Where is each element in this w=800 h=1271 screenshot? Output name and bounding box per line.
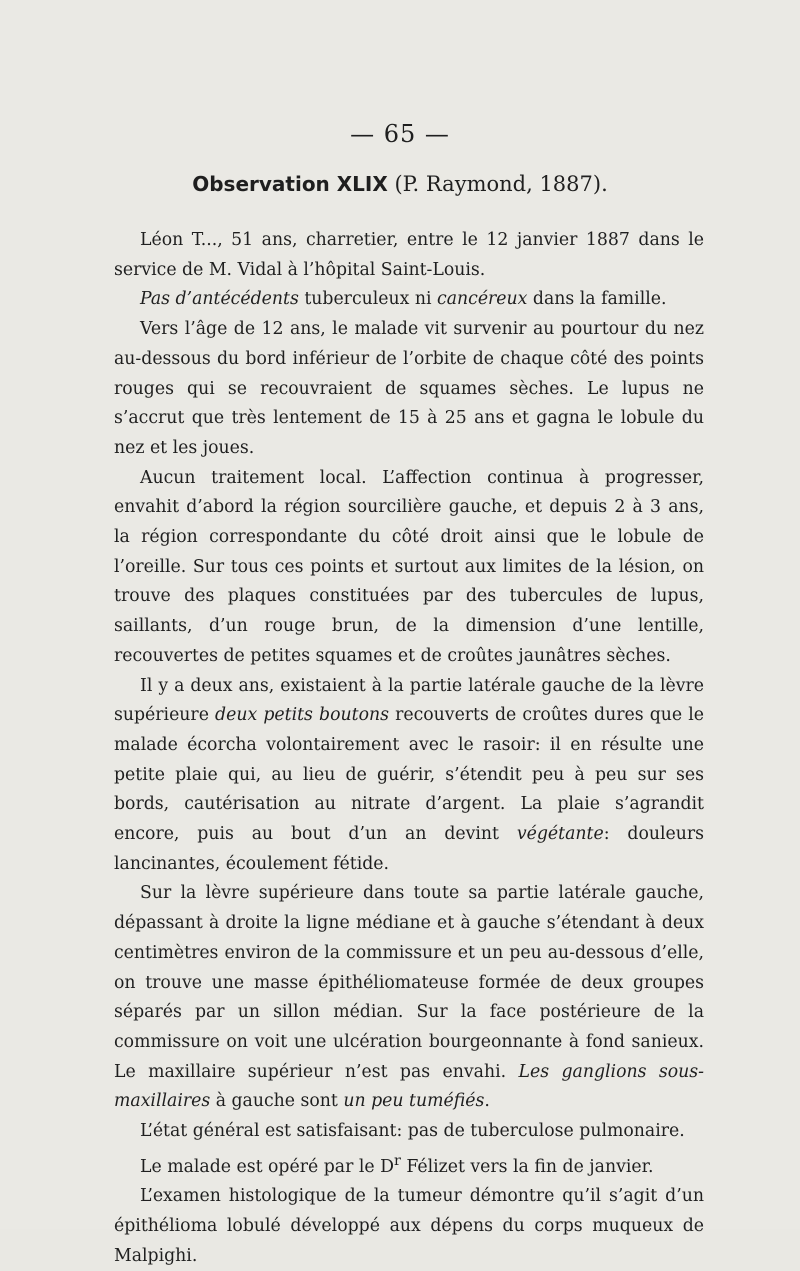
- paragraph-operation: [114, 1147, 704, 1182]
- paragraph-text: Il y a deux ans, existaient à la partie latérale gauche de la lèvre supérieure: [114, 675, 704, 726]
- paragraph-family-history: [114, 285, 704, 315]
- italic-text: cancéreux: [437, 289, 528, 310]
- paragraph-text: à gauche sont: [210, 1091, 344, 1112]
- page-number: — 65 —: [350, 120, 450, 148]
- paragraph-text: Le malade est opéré par le D: [140, 1156, 394, 1177]
- italic-text: un peu tuméfiés: [343, 1091, 485, 1112]
- italic-text: végétante: [516, 824, 604, 845]
- paragraph-examination: [114, 879, 704, 1117]
- observation-heading: [0, 172, 800, 196]
- italic-text: deux petits boutons: [215, 705, 389, 726]
- paragraph-text: recouverts de croûtes dures que le malade écorcha volontairement avec le rasoir: il en résulte une petite plaie qui, au lieu de guérir, s’étendit peu à peu sur ses bords, cautérisation au nitrate d’argent. La plaie s’agrandit encore, puis au bout d’un an devint: [114, 705, 705, 845]
- paragraph-text: : douleurs lancinantes, écoulement fétide.: [114, 824, 704, 874]
- paragraph-text: dans la famille.: [527, 289, 667, 310]
- paragraph-text: .: [484, 1091, 490, 1112]
- paragraph-lupus-onset: Vers l’âge de 12 ans, le malade vit survenir au pourtour du nez au-dessous du bord inférieur de l’orbite de chaque côté des points rouges qui se recouvraient de squames sèches. Le lupus ne s’accrut que très lentement de 15 à 25 ans et gagna le lobule du nez et les joues.: [114, 319, 704, 458]
- observation-body: [114, 226, 704, 1271]
- paragraph-text: Félizet vers la fin de janvier.: [400, 1156, 654, 1177]
- paragraph-histology: L’examen histologique de la tumeur démontre qu’il s’agit d’un épithélioma lobulé développé aux dépens du corps muqueux de Malpighi.: [114, 1186, 704, 1266]
- paragraph-patient-intro: Léon T..., 51 ans, charretier, entre le 12 janvier 1887 dans le service de M. Vidal à l’hôpital Saint-Louis.: [114, 230, 704, 280]
- superscript: r: [393, 1152, 401, 1169]
- paragraph-text: tuberculeux ni: [298, 289, 438, 310]
- paragraph-lip-lesion: [114, 672, 704, 880]
- paragraph-general-state: L’état général est satisfaisant: pas de tuberculose pulmonaire.: [140, 1121, 685, 1142]
- italic-text: Les ganglions sous-maxillaires: [114, 1061, 704, 1112]
- paragraph-text: Sur la lèvre supérieure dans toute sa partie latérale gauche, dépassant à droite la ligne médiane et à gauche s’étendant à deux centimètres environ de la commissure et un peu au-dessous d’elle, on trouve une masse épithéliomateuse formée de deux groupes séparés par un sillon médian. Sur la face postérieure de la commissure on voit une ulcération bourgeonnante à fond sanieux. Le maxillaire supérieur n’est pas envahi.: [114, 883, 704, 1082]
- observation-source: (P. Raymond, 1887).: [387, 172, 608, 196]
- italic-text: Pas d’antécédents: [140, 289, 299, 310]
- observation-title: Observation XLIX: [192, 172, 388, 196]
- paragraph-progression: Aucun traitement local. L’affection continua à progresser, envahit d’abord la région sourcilière gauche, et depuis 2 à 3 ans, la région correspondante du côté droit ainsi que le lobule de l’oreille. Sur tous ces points et surtout aux limites de la lésion, on trouve des plaques constituées par des tubercules de lupus, saillants, d’un rouge brun, de la dimension d’une lentille, recouvertes de petites squames et de croûtes jaunâtres sèches.: [114, 467, 704, 666]
